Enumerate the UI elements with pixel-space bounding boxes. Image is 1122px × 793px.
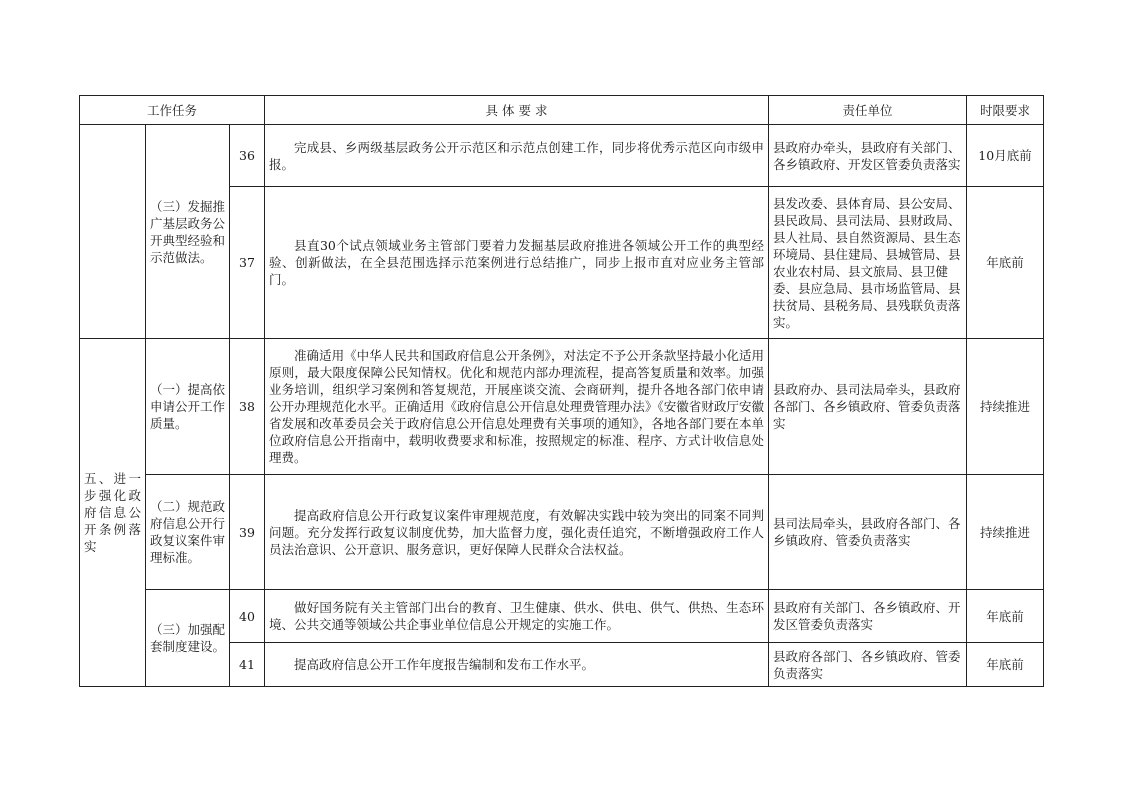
requirement-cell: 提高政府信息公开工作年度报告编制和发布工作水平。: [265, 643, 769, 687]
requirement-cell: 做好国务院有关主管部门出台的教育、卫生健康、供水、供电、供气、供热、生态环境、公共交通等领域公共企事业单位信息公开规定的实施工作。: [265, 590, 769, 643]
table-row: [80, 339, 1044, 475]
task-table: [79, 95, 1044, 687]
deadline-cell: 年底前: [967, 643, 1044, 687]
unit-cell: 县政府各部门、各乡镇政府、管委负责落实: [769, 643, 967, 687]
subtask-cell: （三）发掘推广基层政务公开典型经验和示范做法。: [146, 125, 230, 339]
unit-cell: 县政府办牵头，县政府有关部门、各乡镇政府、开发区管委负责落实: [769, 125, 967, 187]
row-number: 39: [230, 475, 265, 590]
header-unit: 责任单位: [769, 96, 967, 125]
row-number: 41: [230, 643, 265, 687]
requirement-cell: 完成县、乡两级基层政务公开示范区和示范点创建工作，同步将优秀示范区向市级申报。: [265, 125, 769, 187]
requirement-cell: 县直30个试点领域业务主管部门要着力发掘基层政府推进各领域公开工作的典型经验、创新做法，在全县范围选择示范案例进行总结推广，同步上报市直对应业务主管部门。: [265, 187, 769, 339]
task-cell: 五、进一步强化政府信息公开条例落实: [80, 339, 146, 687]
header-requirement: 具 体 要 求: [265, 96, 769, 125]
header-task: 工作任务: [80, 96, 265, 125]
row-number: 37: [230, 187, 265, 339]
deadline-cell: 年底前: [967, 590, 1044, 643]
header-row: [80, 96, 1044, 125]
header-deadline: 时限要求: [967, 96, 1044, 125]
subtask-cell: （二）规范政府信息公开行政复议案件审理标准。: [146, 475, 230, 590]
table-row: [80, 590, 1044, 643]
unit-cell: 县政府办、县司法局牵头，县政府各部门、各乡镇政府、管委负责落实: [769, 339, 967, 475]
deadline-cell: 年底前: [967, 187, 1044, 339]
subtask-cell: （三）加强配套制度建设。: [146, 590, 230, 687]
unit-cell: 县政府有关部门、各乡镇政府、开发区管委负责落实: [769, 590, 967, 643]
requirement-cell: 准确适用《中华人民共和国政府信息公开条例》，对法定不予公开条款坚持最小化适用原则，最大限度保障公民知情权。优化和规范内部办理流程，提高答复质量和效率。加强业务培训，组织学习案例和答复规范，开展座谈交流、会商研判，提升各地各部门依申请公开办理规范化水平。正确适用《政府信息公开信息处理费管理办法》《安徽省财政厅安徽省发展和改革委员会关于政府信息公开信息处理费有关事项的通知》，各地各部门要在本单位政府信息公开指南中，载明收费要求和标准，按照规定的标准、程序、方式计收信息处理费。: [265, 339, 769, 475]
deadline-cell: 持续推进: [967, 339, 1044, 475]
deadline-cell: 10月底前: [967, 125, 1044, 187]
unit-cell: 县司法局牵头，县政府各部门、各乡镇政府、管委负责落实: [769, 475, 967, 590]
row-number: 38: [230, 339, 265, 475]
deadline-cell: 持续推进: [967, 475, 1044, 590]
table-row: [80, 125, 1044, 187]
row-number: 40: [230, 590, 265, 643]
task-cell-blank: [80, 125, 146, 339]
unit-cell: 县发改委、县体育局、县公安局、县民政局、县司法局、县财政局、县人社局、县自然资源局、县生态环境局、县住建局、县城管局、县农业农村局、县文旅局、县卫健委、县应急局、县市场监管局、县扶贫局、县税务局、县残联负责落实。: [769, 187, 967, 339]
subtask-cell: （一）提高依申请公开工作质量。: [146, 339, 230, 475]
row-number: 36: [230, 125, 265, 187]
requirement-cell: 提高政府信息公开行政复议案件审理规范度，有效解决实践中较为突出的同案不同判问题。充分发挥行政复议制度优势，加大监督力度，强化责任追究，不断增强政府工作人员法治意识、公开意识、服务意识，更好保障人民群众合法权益。: [265, 475, 769, 590]
table-row: [80, 475, 1044, 590]
